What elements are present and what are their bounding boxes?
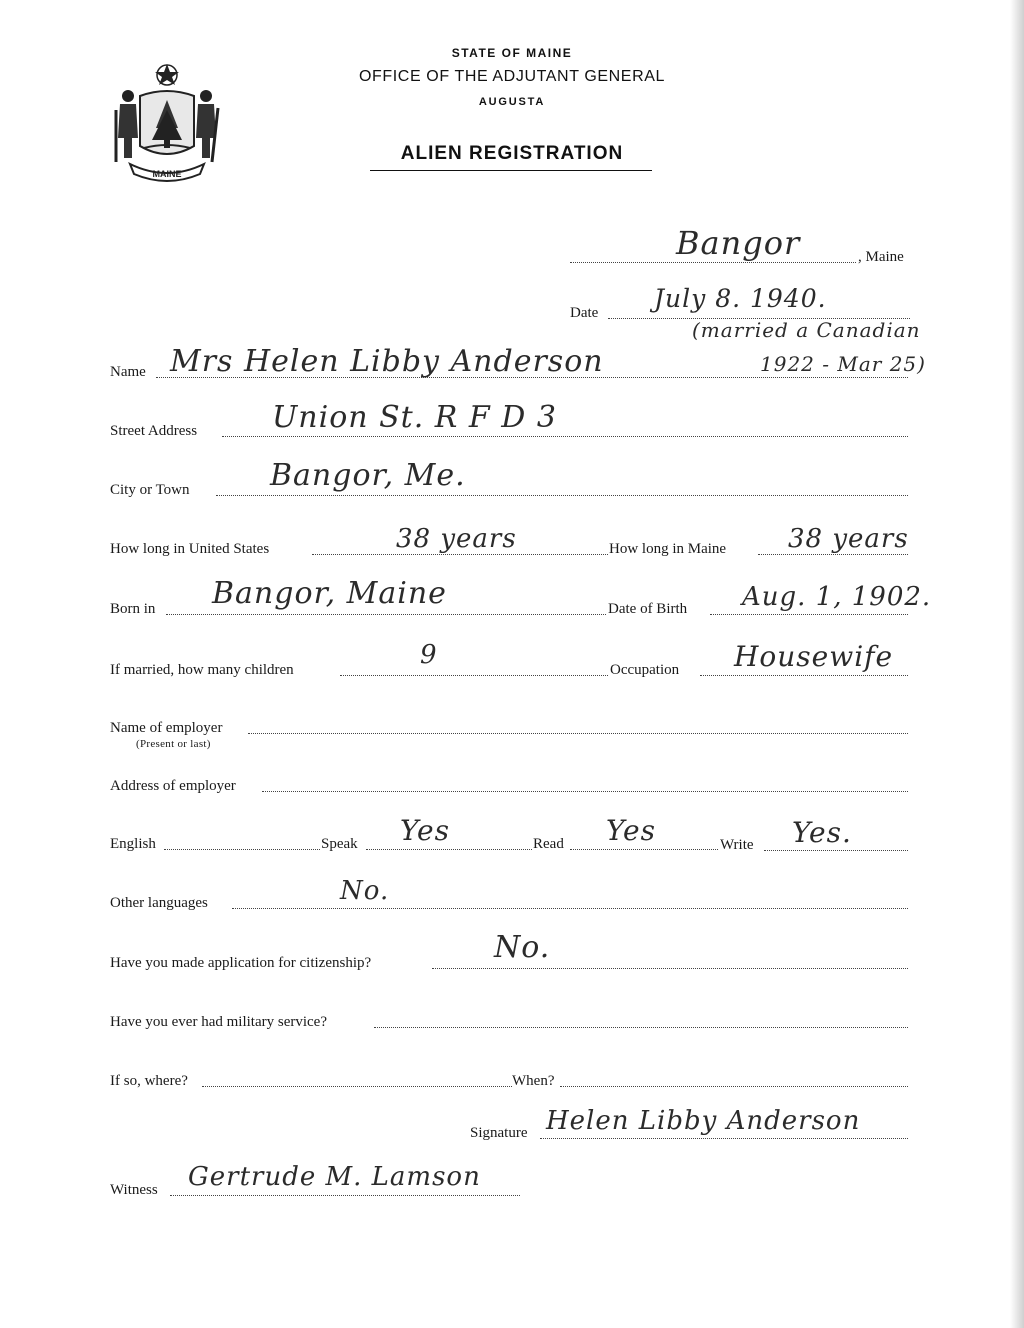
place-entry: Bangor [676, 224, 801, 262]
employer-address-label: Address of employer [110, 778, 236, 794]
dob-entry: Aug. 1, 1902. [742, 582, 932, 612]
where-line [202, 1086, 512, 1087]
read-line [570, 849, 718, 850]
long-us-line [312, 554, 608, 555]
dob-label: Date of Birth [608, 601, 688, 617]
header-state: STATE OF MAINE [451, 46, 573, 60]
when-line [560, 1086, 908, 1087]
note-line-1: (married a Canadian [692, 318, 921, 342]
speak-entry: Yes [400, 814, 450, 847]
born-entry: Bangor, Maine [212, 576, 447, 611]
city-label: City or Town [110, 482, 190, 498]
write-line [764, 850, 908, 851]
street-label: Street Address [110, 423, 198, 439]
witness-label: Witness [110, 1182, 158, 1198]
when-label: When? [512, 1073, 555, 1089]
employer-label: Name of employer [110, 720, 223, 736]
employer-note: (Present or last) [136, 738, 211, 750]
other-lang-entry: No. [340, 876, 390, 906]
write-entry: Yes. [792, 816, 852, 849]
citizenship-label: Have you made application for citizenship? [110, 955, 372, 971]
citizenship-entry: No. [494, 930, 551, 965]
long-maine-label: How long in Maine [609, 541, 727, 557]
occupation-label: Occupation [610, 662, 680, 678]
speak-label: Speak [321, 836, 358, 852]
street-line [222, 436, 908, 437]
born-line [166, 614, 606, 615]
note-line-2: 1922 - Mar 25) [760, 352, 926, 376]
name-entry: Mrs Helen Libby Anderson [170, 344, 604, 379]
occupation-line [700, 675, 908, 676]
speak-line [366, 849, 532, 850]
occupation-entry: Housewife [734, 640, 894, 673]
street-entry: Union St. R F D 3 [272, 400, 557, 435]
write-label: Write [720, 837, 754, 853]
form-title: ALIEN REGISTRATION [400, 143, 624, 164]
title-underline [370, 170, 652, 171]
header-office: OFFICE OF THE ADJUTANT GENERAL [358, 68, 666, 85]
header-city: AUGUSTA [478, 96, 546, 108]
signature-line [540, 1138, 908, 1139]
read-entry: Yes [606, 814, 656, 847]
born-label: Born in [110, 601, 156, 617]
children-entry: 9 [420, 640, 438, 670]
where-label: If so, where? [110, 1073, 188, 1089]
employer-line [248, 733, 908, 734]
other-lang-label: Other languages [110, 895, 208, 911]
long-us-label: How long in United States [110, 541, 270, 557]
dob-line [710, 614, 908, 615]
witness-entry: Gertrude M. Lamson [188, 1162, 481, 1192]
military-label: Have you ever had military service? [110, 1014, 327, 1030]
name-label: Name [110, 364, 146, 380]
long-maine-line [758, 554, 908, 555]
witness-line [170, 1195, 520, 1196]
citizenship-line [432, 968, 908, 969]
maine-label: , Maine [858, 249, 904, 265]
read-label: Read [533, 836, 564, 852]
place-line [570, 262, 856, 263]
signature-label: Signature [470, 1125, 528, 1141]
city-line [216, 495, 908, 496]
employer-address-line [262, 791, 908, 792]
english-label: English [110, 836, 156, 852]
signature-entry: Helen Libby Anderson [546, 1106, 861, 1136]
date-entry: July 8. 1940. [654, 284, 827, 313]
other-lang-line [232, 908, 908, 909]
city-entry: Bangor, Me. [270, 458, 466, 493]
date-label: Date [570, 305, 599, 321]
top-edge [0, 0, 1024, 8]
long-maine-entry: 38 years [788, 524, 909, 554]
children-label: If married, how many children [110, 662, 294, 678]
children-line [340, 675, 608, 676]
long-us-entry: 38 years [396, 524, 517, 554]
english-line [164, 849, 320, 850]
military-line [374, 1027, 908, 1028]
seal-label: MAINE [152, 169, 182, 179]
scan-edge [1010, 0, 1024, 1328]
